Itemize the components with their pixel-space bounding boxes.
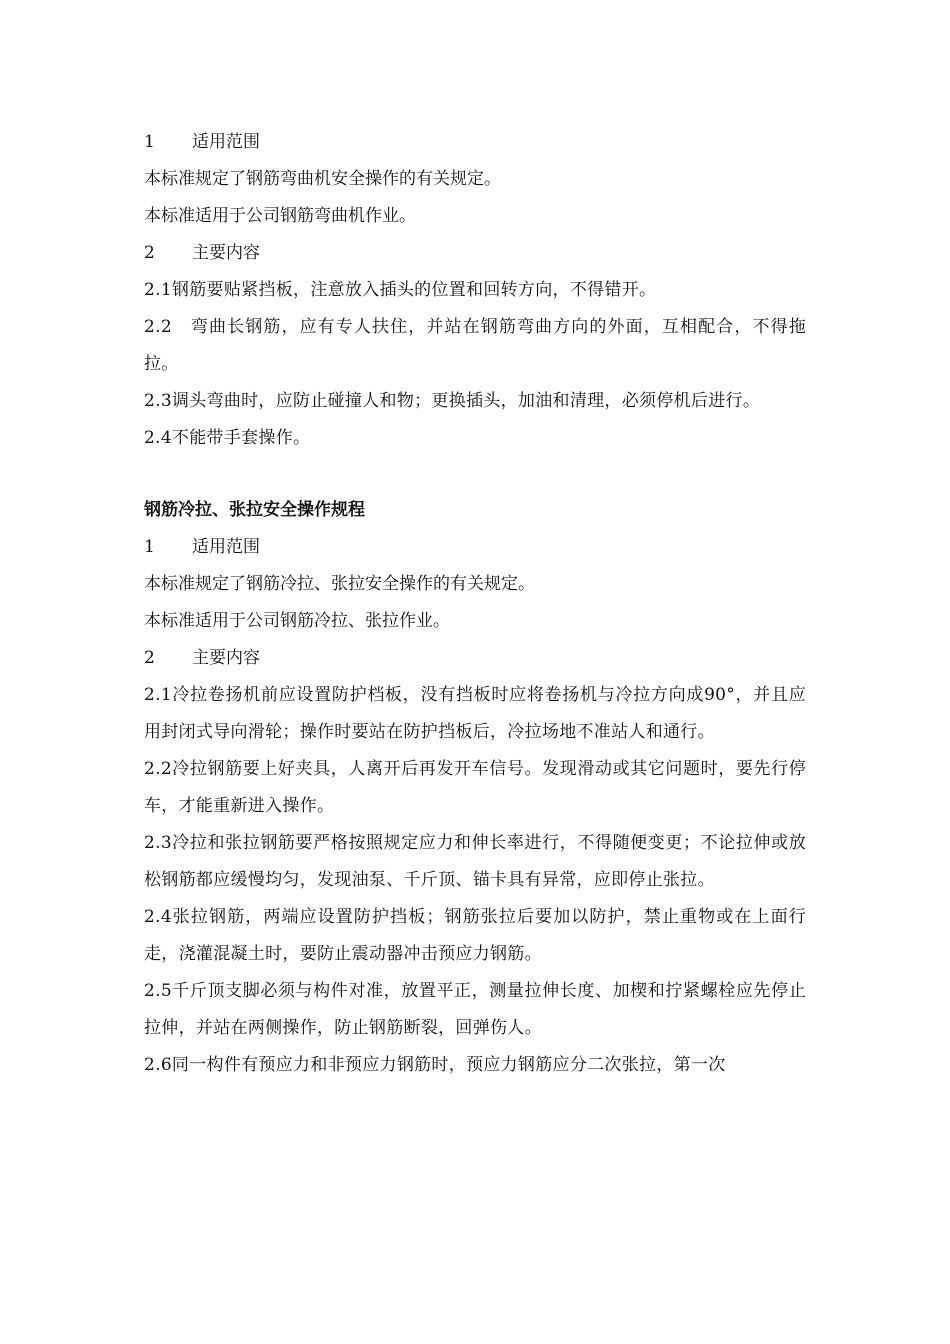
heading-text: 适用范围 [192, 132, 260, 152]
section1-item: 2.1钢筋要贴紧挡板，注意放入插头的位置和回转方向，不得错开。 [144, 280, 657, 300]
section2-paragraph-1: 本标准规定了钢筋冷拉、张拉安全操作的有关规定。 [144, 574, 535, 594]
section2-item: 2.3冷拉和张拉钢筋要严格按照规定应力和伸长率进行，不得随便变更；不论拉伸或放松钢筋都应缓慢均匀，发现油泵、千斤顶、锚卡具有异常，应即停止张拉。 [144, 833, 806, 890]
section2-item: 2.5千斤顶支脚必须与构件对准，放置平正，测量拉伸长度、加楔和拧紧螺栓应先停止拉伸，并站在两侧操作，防止钢筋断裂，回弹伤人。 [144, 981, 806, 1038]
section2-heading-content [144, 640, 806, 677]
section2-item: 2.6同一构件有预应力和非预应力钢筋时，预应力钢筋应分二次张拉，第一次 [144, 1055, 726, 1075]
section2-paragraph-2: 本标准适用于公司钢筋冷拉、张拉作业。 [144, 611, 450, 631]
heading-text: 主要内容 [192, 648, 260, 668]
section2-item: 2.1冷拉卷扬机前应设置防护档板，没有挡板时应将卷扬机与冷拉方向成90°，并且应用封闭式导向滑轮；操作时要站在防护挡板后，冷拉场地不准站人和通行。 [144, 685, 806, 742]
section1-heading-content [144, 235, 806, 272]
section1-heading-scope [144, 124, 806, 161]
section1-paragraph-1: 本标准规定了钢筋弯曲机安全操作的有关规定。 [144, 169, 501, 189]
heading-number: 1 [144, 132, 155, 152]
section1-paragraph-2: 本标准适用于公司钢筋弯曲机作业。 [144, 206, 416, 226]
section2-heading-scope [144, 529, 806, 566]
heading-number: 1 [144, 537, 155, 557]
heading-number: 2 [144, 243, 155, 263]
section1-item: 2.2 弯曲长钢筋，应有专人扶住，并站在钢筋弯曲方向的外面，互相配合，不得拖拉。 [144, 317, 806, 374]
heading-text: 适用范围 [192, 537, 260, 557]
section1-item: 2.4不能带手套操作。 [144, 428, 311, 448]
section2-item: 2.2冷拉钢筋要上好夹具，人离开后再发开车信号。发现滑动或其它问题时，要先行停车，才能重新进入操作。 [144, 759, 806, 816]
heading-number: 2 [144, 648, 155, 668]
heading-text: 主要内容 [192, 243, 260, 263]
section2-item: 2.4张拉钢筋，两端应设置防护挡板；钢筋张拉后要加以防护，禁止重物或在上面行走，浇灌混凝土时，要防止震动器冲击预应力钢筋。 [144, 907, 806, 964]
section2-title: 钢筋冷拉、张拉安全操作规程 [144, 500, 365, 520]
section1-item: 2.3调头弯曲时，应防止碰撞人和物；更换插头，加油和清理，必须停机后进行。 [144, 391, 761, 411]
document-content [144, 124, 806, 1084]
